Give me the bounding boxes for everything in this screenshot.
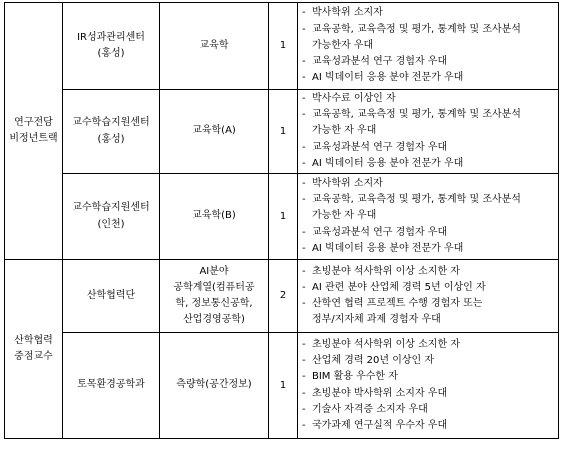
requirement-text: 가능한 자 우대 xyxy=(312,210,377,222)
department-line: 산학협력단 xyxy=(86,289,136,301)
category-cell xyxy=(5,3,63,260)
bullet-marker: - xyxy=(302,109,306,121)
department-cell xyxy=(63,3,160,90)
major-line: 교육학(B) xyxy=(192,210,236,222)
requirement-item xyxy=(302,140,556,156)
requirement-text: 교육성과분석 연구 경험자 우대 xyxy=(312,141,448,153)
major-line: 교육학(A) xyxy=(192,125,236,137)
requirement-item xyxy=(302,22,556,38)
major-cell xyxy=(160,333,269,439)
requirements-cell xyxy=(298,90,559,174)
recruitment-table xyxy=(4,2,559,439)
category-line: 연구전담 xyxy=(14,116,53,128)
requirement-text: 박사학위 소지자 xyxy=(312,177,383,189)
requirement-text: 기술사 자격증 소지자 우대 xyxy=(312,403,428,415)
recruitment-table-body xyxy=(5,3,559,439)
count-cell xyxy=(269,3,298,90)
requirement-item xyxy=(302,192,556,208)
major-line: 학, 정보통신공학, xyxy=(175,298,253,309)
count-value: 1 xyxy=(279,40,287,51)
major-cell xyxy=(160,90,269,174)
department-cell xyxy=(63,174,160,260)
requirement-item xyxy=(302,156,556,172)
department-line: 토목환경공학과 xyxy=(77,379,145,391)
requirements-cell xyxy=(298,260,559,333)
count-cell xyxy=(269,260,298,333)
bullet-marker: - xyxy=(302,387,306,399)
requirement-text: 교육공학, 교육측정 및 평가, 통계학 및 조사분석 xyxy=(312,109,521,121)
bullet-marker: - xyxy=(302,298,306,309)
count-value: 1 xyxy=(279,379,287,391)
major-line: 산업경영공학) xyxy=(183,314,245,326)
department-cell xyxy=(63,260,160,333)
department-line: (홍성) xyxy=(97,133,125,145)
requirement-item xyxy=(302,353,556,369)
major-cell xyxy=(160,3,269,90)
department-line: 교수학습지원센터 xyxy=(72,202,150,214)
major-cell xyxy=(160,174,269,260)
major-line: 공학계열(컴퓨터공 xyxy=(173,281,255,293)
requirement-text: AI 빅데이터 응용 분야 전문가 우대 xyxy=(312,72,464,84)
requirement-item xyxy=(302,70,556,86)
count-cell xyxy=(269,174,298,260)
department-cell xyxy=(63,333,160,439)
bullet-marker: - xyxy=(302,403,306,415)
department-line: IR성과관리센터 xyxy=(77,31,145,43)
requirement-text: 초빙분야 박사학위 소지자 우대 xyxy=(312,387,448,399)
requirement-text: 교육성과분석 연구 경험자 우대 xyxy=(312,56,448,68)
bullet-marker: - xyxy=(302,281,306,293)
department-cell xyxy=(63,90,160,174)
requirement-text: AI 관련 분야 산업체 경력 5년 이상인 자 xyxy=(312,281,486,293)
requirement-item xyxy=(302,107,556,123)
category-line: 비정년트랙 xyxy=(9,133,58,144)
requirement-item xyxy=(302,176,556,192)
requirement-text: BIM 활용 우수한 자 xyxy=(312,371,398,383)
table-row xyxy=(5,174,559,260)
requirement-continuation xyxy=(302,123,556,139)
bullet-marker: - xyxy=(302,371,306,383)
bullet-marker: - xyxy=(302,56,306,68)
category-cell xyxy=(5,260,63,439)
bullet-marker: - xyxy=(302,338,306,350)
department-line: 교수학습지원센터 xyxy=(72,117,150,129)
bullet-marker: - xyxy=(302,226,306,238)
requirement-item xyxy=(302,386,556,402)
category-line: 중점교수 xyxy=(14,351,53,362)
bullet-marker: - xyxy=(302,141,306,153)
requirement-item xyxy=(302,402,556,418)
requirement-text: 박사학위 소지자 xyxy=(312,7,383,19)
requirement-text: 박사수료 이상인 자 xyxy=(312,92,396,104)
requirement-item xyxy=(302,91,556,107)
requirements-cell xyxy=(298,333,559,439)
requirement-continuation xyxy=(302,208,556,224)
table-row xyxy=(5,90,559,174)
count-value: 1 xyxy=(279,210,287,222)
requirement-item xyxy=(302,296,556,312)
table-row xyxy=(5,260,559,333)
table-row xyxy=(5,333,559,439)
requirement-text: 교육공학, 교육측정 및 평가, 통계학 및 조사분석 xyxy=(312,194,521,206)
major-line: 교육학 xyxy=(199,39,229,51)
bullet-marker: - xyxy=(302,92,306,104)
requirement-text: 교육공학, 교육측정 및 평가, 통계학 및 조사분석 xyxy=(312,23,521,35)
count-value: 2 xyxy=(279,290,287,301)
requirement-continuation xyxy=(302,312,556,328)
bullet-marker: - xyxy=(302,242,306,254)
bullet-marker: - xyxy=(302,177,306,189)
requirement-text: 산학연 협력 프로젝트 수행 경험자 또는 xyxy=(312,298,483,309)
requirement-text: 가능한자 우대 xyxy=(312,39,374,51)
bullet-marker: - xyxy=(302,355,306,367)
bullet-marker: - xyxy=(302,157,306,169)
bullet-marker: - xyxy=(302,23,306,35)
requirement-text: 국가과제 연구실적 우수자 우대 xyxy=(312,419,448,431)
requirement-text: 가능한 자 우대 xyxy=(312,125,377,137)
bullet-marker: - xyxy=(302,7,306,19)
bullet-marker: - xyxy=(302,419,306,431)
requirement-item xyxy=(302,369,556,385)
requirements-cell xyxy=(298,174,559,260)
requirement-item xyxy=(302,418,556,434)
requirement-text: 정부/지자체 과제 경험자 우대 xyxy=(312,314,441,326)
requirement-continuation xyxy=(302,38,556,54)
requirement-item xyxy=(302,280,556,296)
requirement-text: AI 빅데이터 응용 분야 전문가 우대 xyxy=(312,242,464,254)
bullet-marker: - xyxy=(302,265,306,277)
requirements-cell xyxy=(298,3,559,90)
requirement-item xyxy=(302,5,556,21)
major-line: AI분야 xyxy=(199,265,229,277)
requirement-text: AI 빅데이터 응용 분야 전문가 우대 xyxy=(312,157,464,169)
requirement-item xyxy=(302,241,556,257)
requirement-item xyxy=(302,264,556,280)
table-row xyxy=(5,3,559,90)
department-line: (홍성) xyxy=(97,48,125,59)
count-cell xyxy=(269,333,298,439)
requirement-item xyxy=(302,337,556,353)
requirement-text: 초빙분야 석사학위 이상 소지한 자 xyxy=(312,265,460,277)
category-line: 산학협력 xyxy=(14,334,53,346)
requirement-item xyxy=(302,54,556,70)
count-value: 1 xyxy=(279,125,287,137)
requirement-text: 초빙분야 석사학위 이상 소지한 자 xyxy=(312,338,460,350)
department-line: (인천) xyxy=(97,218,125,230)
requirement-text: 교육성과분석 연구 경험자 우대 xyxy=(312,226,448,238)
major-cell xyxy=(160,260,269,333)
bullet-marker: - xyxy=(302,72,306,84)
requirement-item xyxy=(302,225,556,241)
requirement-text: 산업체 경력 20년 이상인 자 xyxy=(312,355,435,367)
major-line: 측량학(공간정보) xyxy=(176,379,252,391)
bullet-marker: - xyxy=(302,194,306,206)
count-cell xyxy=(269,90,298,174)
